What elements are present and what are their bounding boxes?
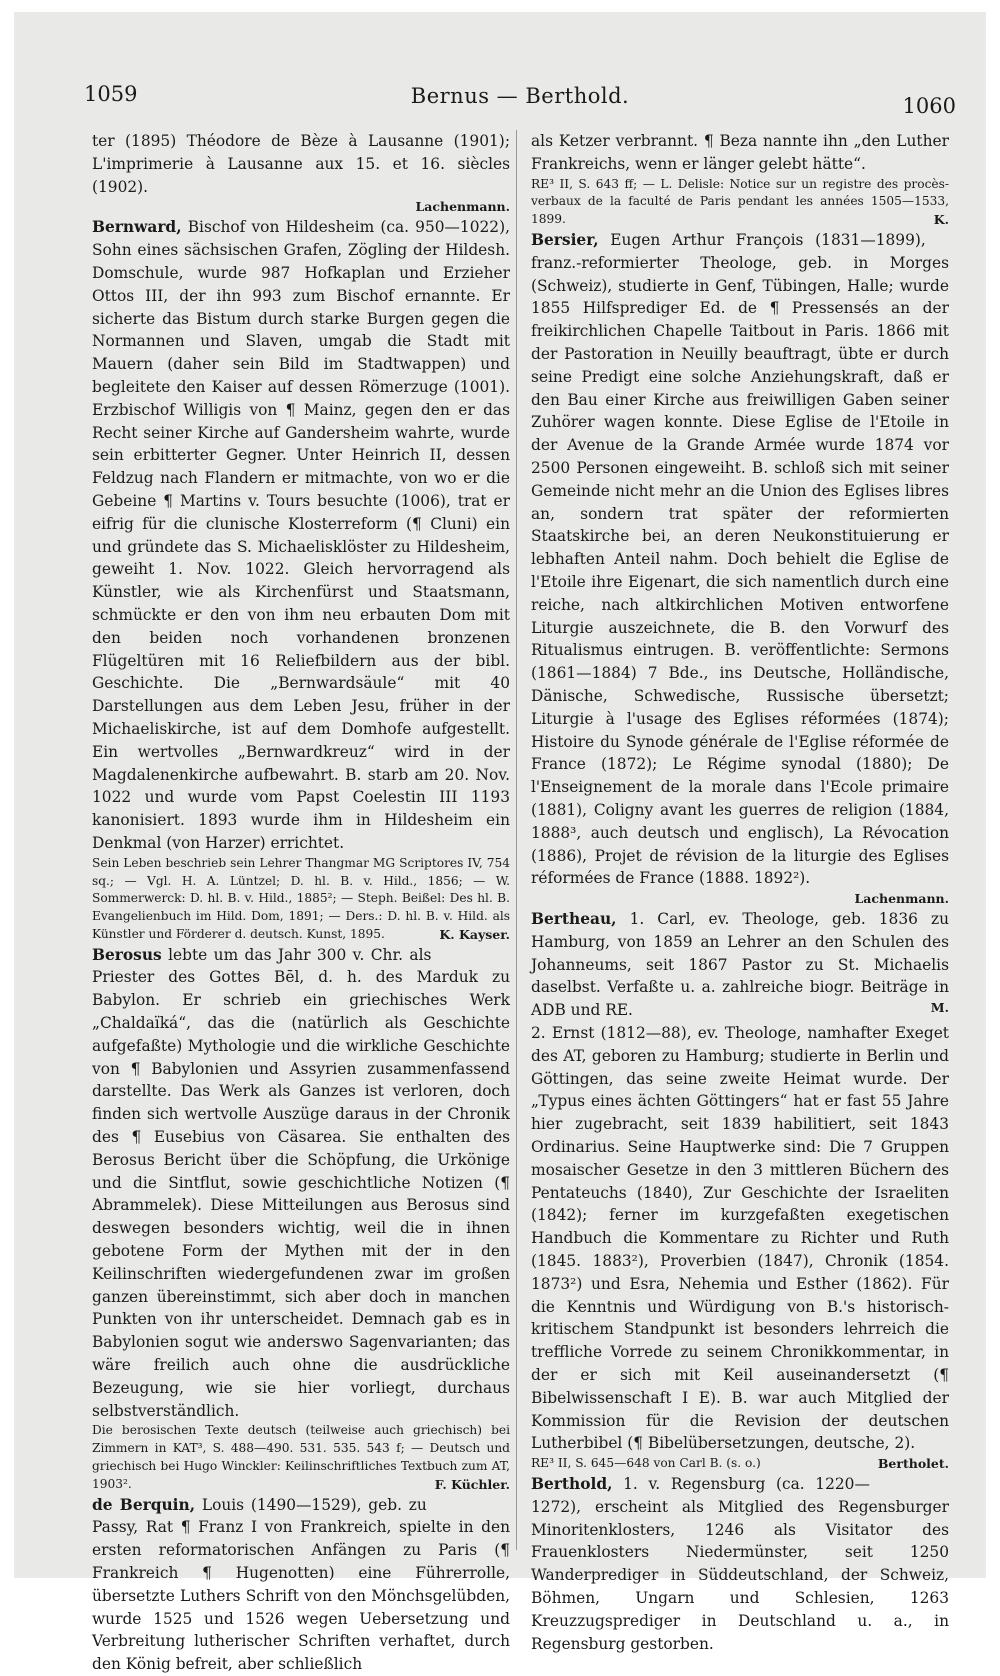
entry-bersier bbox=[531, 229, 949, 890]
entry-body: 1. v. Regensburg (ca. 1220—1272), erscheint als Mitglied des Regensburger Minoritenklosters, 1246 als Visitator des Frauenklosters Niedermünster, seit 1250 Wanderprediger in Süddeutschland, der Schweiz, Böhmen, Ungarn und Schlesien, 1263 Kreuzzugsprediger in Deutschland u. a., in Regensburg gestorben. bbox=[531, 1475, 949, 1653]
author-signature: F. Küchler. bbox=[434, 1476, 510, 1492]
page-header bbox=[84, 68, 956, 118]
entry-body: Louis (1490—1529), geb. zu Passy, Rat ¶ Franz I von Frankreich, spielte in den ersten reformatorischen Anfängen zu Paris (¶ Frankreich ¶ Hugenotten) eine Führerrolle, übersetzte Luthers Schrift von den Mönchsgelübden, wurde 1525 und 1526 wegen Uebersetzung und Verbreitung lutherischer Schriften verhaftet, durch den König befreit, aber schließlich bbox=[92, 1495, 510, 1674]
lexicon-page bbox=[84, 68, 956, 1674]
entry-headword: Bersier, bbox=[531, 230, 599, 249]
column-divider bbox=[516, 130, 517, 1550]
entry-continuation: als Ketzer verbrannt. ¶ Beza nannte ihn „den Luther Frankreichs, wenn er länger gelebt hätte“. bbox=[531, 132, 949, 173]
right-column bbox=[531, 130, 949, 1653]
author-signature: Bertholet. bbox=[877, 1456, 949, 1472]
right-page-number: 1060 bbox=[902, 94, 956, 118]
literature-text: Sein Leben beschrieb sein Lehrer Thangmar MG Scriptores IV, 754 sq.; — Vgl. H. A. Lüntzel; D. hl. B. v. Hild., 1856; — W. Sommerwerck: D. hl. B. v. Hild., 1885²; — Steph. Beißel: Des hl. B. Evangelienbuch im Hild. Dom, 1891; — Ders.: D. hl. B. v. Hild. als Künstler und Förderer d. deutsch. Kunst, 1895. bbox=[92, 855, 510, 941]
entry-headword: Bertheau, bbox=[531, 910, 617, 929]
entry-berosus bbox=[92, 944, 510, 1423]
entry-literature bbox=[531, 176, 949, 229]
running-title: Bernus — Berthold. bbox=[410, 84, 630, 108]
left-column bbox=[92, 130, 510, 1674]
entry-continuation: ter (1895) Théodore de Bèze à Lausanne (1901); L'imprimerie à Lausanne aux 15. et 16. siècles (1902). bbox=[92, 132, 510, 196]
entry-body: lebte um das Jahr 300 v. Chr. als Priester des Gottes Bēl, d. h. des Marduk zu Babylon. Er schrieb ein griechisches Werk „Chaldaïká“, das die (natürlich als Geschichte aufgefaßte) Mythologie und die wirkliche Geschichte von ¶ Babylonien und Assyrien zusammenfassend darstellte. Das Werk als Ganzes ist verloren, doch finden sich wertvolle Auszüge daraus in der Chronik des ¶ Eusebius von Cäsarea. Sie enthalten des Berosus Bericht über die Schöpfung, die Urkönige und die Sintflut, sowie geschichtliche Notizen (¶ Abrammelek). Diese Mitteilungen aus Berosus sind deswegen besonders wichtig, weil die in ihnen gebotene Form der Mythen mit der in den Keilinschriften wiedergefundenen zwar im großen ganzen übereinstimmt, sich aber doch in manchen Punkten von ihr unterscheidet. Demnach gab es in Babylonien sogut wie anderswo Sagenvarianten; das wäre freilich auch ohne die ausdrückliche Bezeugung, wie sie hier vorliegt, durchaus selbstverständlich. bbox=[92, 945, 510, 1420]
author-signature: K. Kayser. bbox=[439, 926, 510, 942]
entry-literature bbox=[531, 1455, 949, 1473]
entry-body: 1. Carl, ev. Theologe, geb. 1836 zu Hamburg, von 1859 an Lehrer an den Schulen des Johanneums, seit 1867 Pastor zu St. Michaelis daselbst. Verfaßte u. a. zahlreiche biogr. Beiträge in ADB und RE. bbox=[531, 910, 949, 1020]
entry-headword: Berosus bbox=[92, 945, 162, 964]
entry-headword: Bernward, bbox=[92, 218, 182, 237]
entry-bertheau bbox=[531, 908, 949, 1022]
entry-bertheau-2: 2. Ernst (1812—88), ev. Theologe, namhafter Exeget des AT, geboren zu Hamburg; studierte in Berlin und Göttingen, das seine zweite Heimat wurde. Der „Typus eines ächten Göttingers“ hat er fast 55 Jahre hier zugebracht, seit 1839 habilitiert, seit 1843 Ordinarius. Seine Hauptwerke sind: Die 7 Gruppen mosaischer Gesetze in den 3 mittleren Büchern des Pentateuchs (1840), Zur Geschichte der Israeliten (1842); ferner im kurzgefaßten exegetischen Handbuch die Kommentare zu Richter und Ruth (1845. 1883²), Proverbien (1847), Chronik (1854. 1873²) und Esra, Nehemia und Esther (1862). Für die Kenntnis und Würdigung von B.'s historisch-kritischem Standpunkt ist besonders lehrreich die treffliche Vorrede zu seinem Chronikkommentar, in der er sich mit Keil auseinandersetzt (¶ Bibelwissenschaft I E). B. war auch Mitglied der Kommission für die Revision der deutschen Lutherbibel (¶ Bibelübersetzungen, deutsche, 2). bbox=[531, 1024, 949, 1453]
author-signature: M. bbox=[930, 1000, 949, 1016]
entry-body: Bischof von Hildesheim (ca. 950—1022), Sohn eines sächsischen Grafen, Zögling der Hildesh. Domschule, wurde 987 Hofkaplan und Erzieher Ottos III, der ihn 993 zum Bischof ernannte. Er sicherte das Bistum durch starke Burgen gegen die Normannen und Slaven, umgab die Stadt mit Mauern (daher sein Bild im Stadtwappen) und begleitete den Kaiser auf dessen Römerzuge (1001). Erzbischof Willigis von ¶ Mainz, gegen den er das Recht seiner Kirche auf Gandersheim wahrte, wurde sein erbitterter Gegner. Unter Heinrich II, dessen Feldzug nach Flandern er mitmachte, von wo er die Gebeine ¶ Martins v. Tours besuchte (1006), trat er eifrig für die clunische Klosterreform (¶ Cluni) ein und gründete das S. Michaelisklöster zu Hildesheim, geweiht 1. Nov. 1022. Gleich hervorragend als Künstler, wie als Kirchenfürst und Staatsmann, schmückte er den von ihm neu erbauten Dom mit den beiden noch vorhandenen bronzenen Flügeltüren mit 16 Reliefbildern aus der bibl. Geschichte. Die „Bernwardsäule“ mit 40 Darstellungen aus dem Leben Jesu, früher in der Michaeliskirche, ist auf dem Domhofe aufgestellt. Ein wertvolles „Bernwardkreuz“ wird in der Magdalenenkirche aufbewahrt. B. starb am 20. Nov. 1022 und wurde vom Papst Coelestin III 1193 kanonisiert. 1893 wurde ihm in Hildesheim ein Denkmal (von Harzer) errichtet. bbox=[92, 218, 510, 852]
left-page-number: 1059 bbox=[84, 82, 138, 106]
literature-text: RE³ II, S. 645—648 von Carl B. (s. o.) bbox=[531, 1456, 761, 1471]
literature-text: Die berosischen Texte deutsch (teilweise auch griechisch) bei Zimmern in KAT³, S. 488—490. 531. 535. 543 f; — Deutsch und griechisch bei Hugo Winckler: Keilinschriftliches Textbuch zum AT, 1903². bbox=[92, 1423, 510, 1491]
literature-text: RE³ II, S. 643 ff; — L. Delisle: Notice sur un registre des procès-verbaux de la faculté de Paris pendant les années 1505—1533, 1899. bbox=[531, 176, 949, 227]
entry-bernward bbox=[92, 216, 510, 854]
author-signature: Lachenmann. bbox=[415, 199, 510, 215]
entry-headword: Berthold, bbox=[531, 1475, 613, 1494]
entry-headword: de Berquin, bbox=[92, 1495, 196, 1514]
author-signature: Lachenmann. bbox=[854, 891, 949, 907]
entry-literature bbox=[92, 855, 510, 944]
scanned-page-background bbox=[14, 12, 986, 1674]
entry-literature bbox=[92, 1422, 510, 1493]
entry-berthold bbox=[531, 1473, 949, 1655]
entry-berquin bbox=[92, 1494, 510, 1676]
entry-body: Eugen Arthur François (1831—1899), franz.-reformierter Theologe, geb. in Morges (Schweiz), studierte in Genf, Tübingen, Halle; wurde 1855 Hilfsprediger Ed. de ¶ Pressensés an der freikirchlichen Chapelle Taitbout in Paris. 1866 mit der Pastoration in Neuilly beauftragt, übte er durch seine Predigt eine solche Anziehungskraft, daß er den Bau einer Kirche aus freiwilligen Gaben seiner Zuhörer wagen konnte. Diese Eglise de l'Etoile in der Avenue de la Grande Armée wurde 1874 vor 2500 Personen eingeweiht. B. schloß sich mit seiner Gemeinde nicht mehr an die Union des Eglises libres an, sondern trat später der reformierten Staatskirche bei, an deren Neukonstituierung er lebhaften Anteil nahm. Doch behielt die Eglise de l'Etoile ihre Eigenart, die sich namentlich durch eine reiche, nach altkirchlichen Motiven entworfene Liturgie auszeichnete, die B. den Vorwurf des Ritualismus eintrugen. B. veröffentlichte: Sermons (1861—1884) 7 Bde., ins Deutsche, Holländische, Dänische, Schwedische, Russische übersetzt; Liturgie à l'usage des Eglises réformées (1874); Histoire du Synode générale de l'Eglise réformée de France (1872); Le Régime synodal (1880); De l'Enseignement de la morale dans l'Ecole primaire (1881), Coligny avant les guerres de religion (1884, 1888³, auch deutsch und englisch), La Révocation (1886), Projet de révision de la liturgie des Eglises réformées de France (1888. 1892²). bbox=[531, 230, 949, 888]
author-signature: K. bbox=[933, 212, 949, 228]
